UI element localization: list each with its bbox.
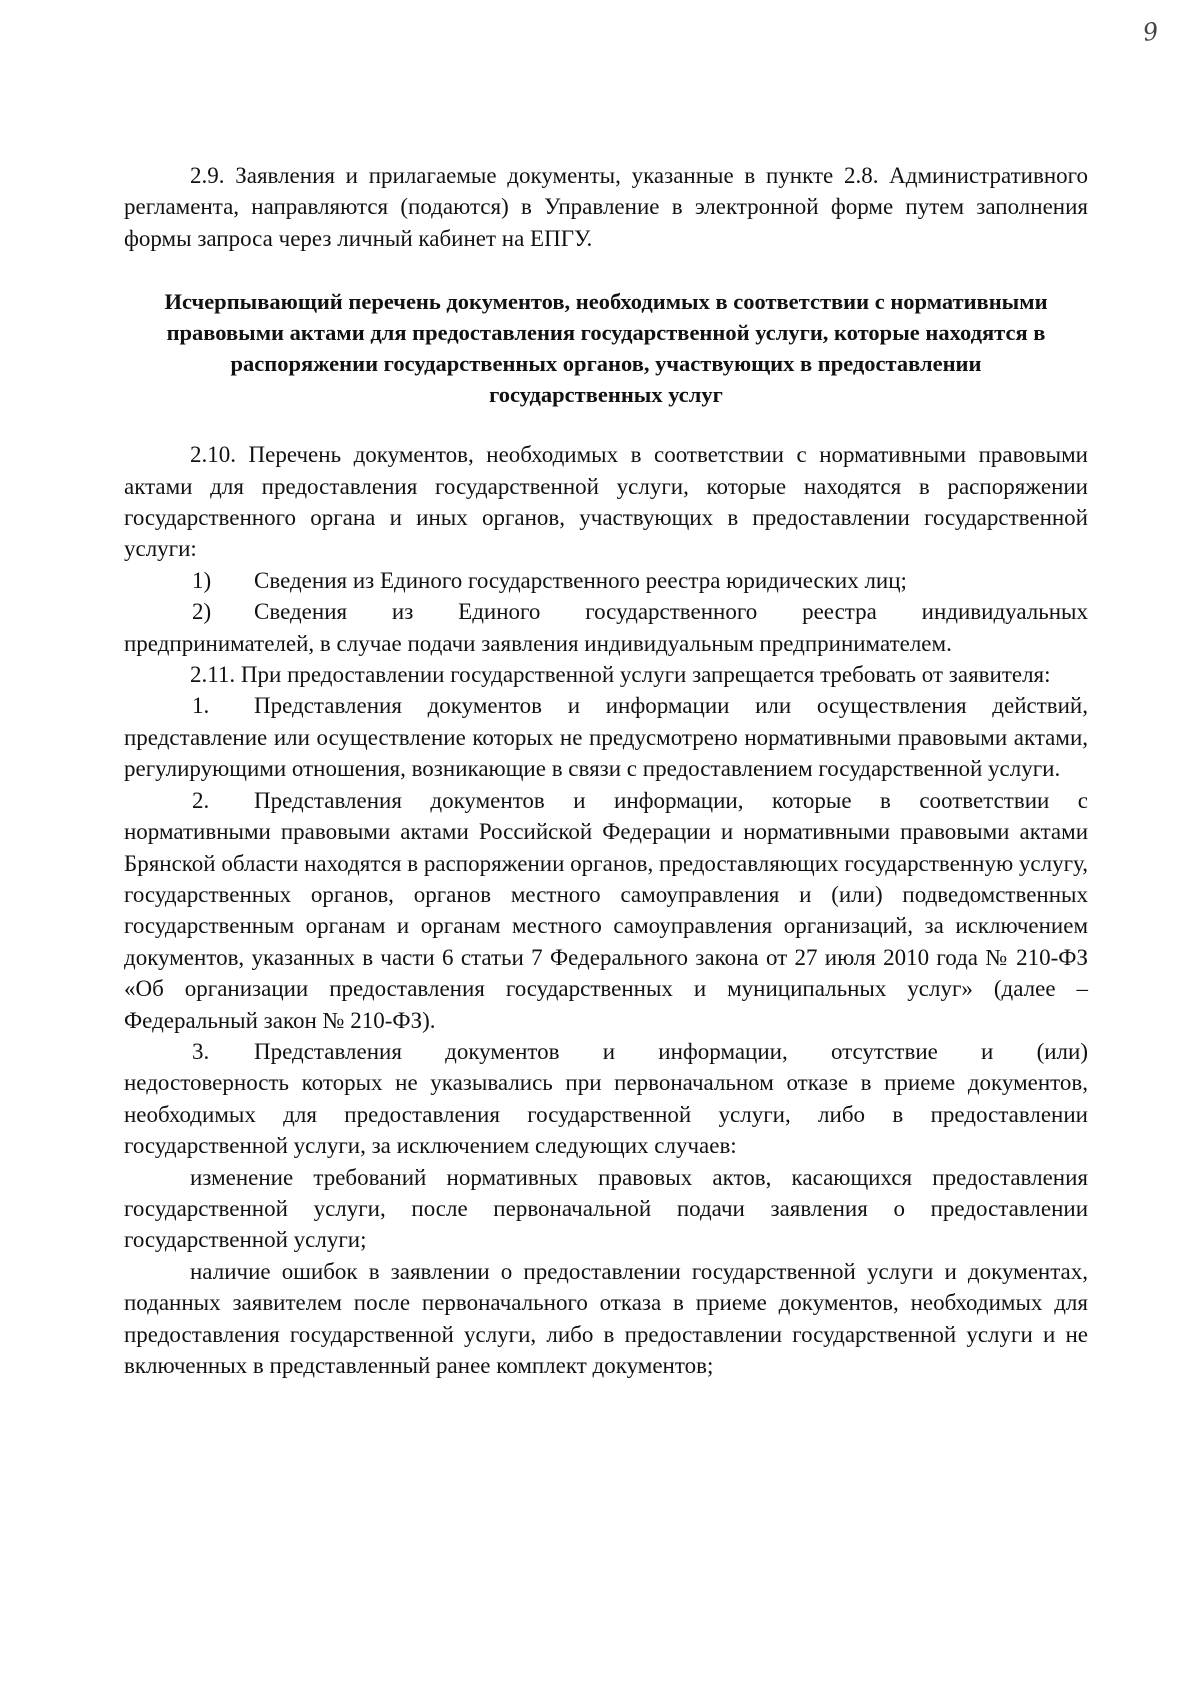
list-item-2-11-3 bbox=[124, 1036, 1088, 1162]
list-number: 2) bbox=[192, 599, 212, 625]
section-heading: Исчерпывающий перечень документов, необходимых в соответствии с нормативными правовыми актами для предоставления государственной услуги, которые находятся в распоряжении государственных органов, участвующих в предоставлении государственных услуг bbox=[164, 289, 1048, 408]
list-item-2-10-2 bbox=[124, 596, 1088, 659]
list-text-first-line: Представления документов и информации, отсутствие и (или) bbox=[254, 1038, 1088, 1064]
paragraph-2-10: 2.10. Перечень документов, необходимых в соответствии с нормативными правовыми актами для предоставления государственной услуги, которые находятся в распоряжении государственного органа и иных органов, участвующих в предоставлении государственной услуги: bbox=[124, 442, 1088, 562]
list-number: 2. bbox=[192, 787, 210, 813]
list-text-continuation: представление или осуществление которых не предусмотрено нормативными правовыми актами, регулирующими отношения, возникающие в связи с предоставлением государственной услуги. bbox=[124, 724, 1088, 782]
list-text-first-line: Представления документов и информации, которые в соответствии с bbox=[254, 787, 1088, 813]
list-text-first-line: Представления документов и информации или осуществления действий, bbox=[254, 693, 1088, 719]
list-number: 3. bbox=[192, 1038, 210, 1064]
list-text-continuation: нормативными правовыми актами Российской Федерации и нормативными правовыми актами Брянской области находятся в распоряжении органов, предоставляющих государственную услугу, государственных органов, органов местного самоуправления и (или) подведомственных государственным органам и органам местного самоуправления организаций, за исключением документов, указанных в части 6 статьи 7 Федерального закона от 27 июля 2010 года № 210-ФЗ «Об организации предоставления государственных и муниципальных услуг» (далее – Федеральный закон № 210-ФЗ). bbox=[124, 819, 1088, 1033]
document-body bbox=[124, 160, 1088, 1381]
list-text-continuation: недостоверность которых не указывались при первоначальном отказе в приеме документов, необходимых для предоставления государственной услуги, либо в предоставлении государственной услуги, за исключением следующих случаев: bbox=[124, 1070, 1088, 1159]
list-number: 1) bbox=[192, 567, 212, 593]
paragraph-2-11: 2.11. При предоставлении государственной услуги запрещается требовать от заявителя: bbox=[190, 662, 1051, 688]
sub-item-2: наличие ошибок в заявлении о предоставлении государственной услуги и документах, поданных заявителем после первоначального отказа в приеме документов, необходимых для предоставления государственной услуги, либо в предоставлении государственной услуги и не включенных в представленный ранее комплект документов; bbox=[124, 1258, 1088, 1378]
list-item-2-11-1 bbox=[124, 690, 1088, 784]
list-text: Сведения из Единого государственного реестра юридических лиц; bbox=[254, 567, 907, 593]
list-text-continuation: предпринимателей, в случае подачи заявления индивидуальным предпринимателем. bbox=[124, 630, 952, 656]
list-item-2-11-2 bbox=[124, 785, 1088, 1036]
paragraph-2-9: 2.9. Заявления и прилагаемые документы, указанные в пункте 2.8. Административного регламента, направляются (подаются) в Управление в электронной форме путем заполнения формы запроса через личный кабинет на ЕПГУ. bbox=[124, 163, 1088, 251]
page-number: 9 bbox=[1140, 17, 1160, 47]
list-item-2-10-1 bbox=[124, 565, 1088, 596]
list-number: 1. bbox=[192, 693, 210, 719]
list-text-first-line: Сведения из Единого государственного реестра индивидуальных bbox=[254, 599, 1088, 625]
sub-item-1: изменение требований нормативных правовых актов, касающихся предоставления государственной услуги, после первоначальной подачи заявления о предоставлении государственной услуги; bbox=[124, 1164, 1088, 1253]
